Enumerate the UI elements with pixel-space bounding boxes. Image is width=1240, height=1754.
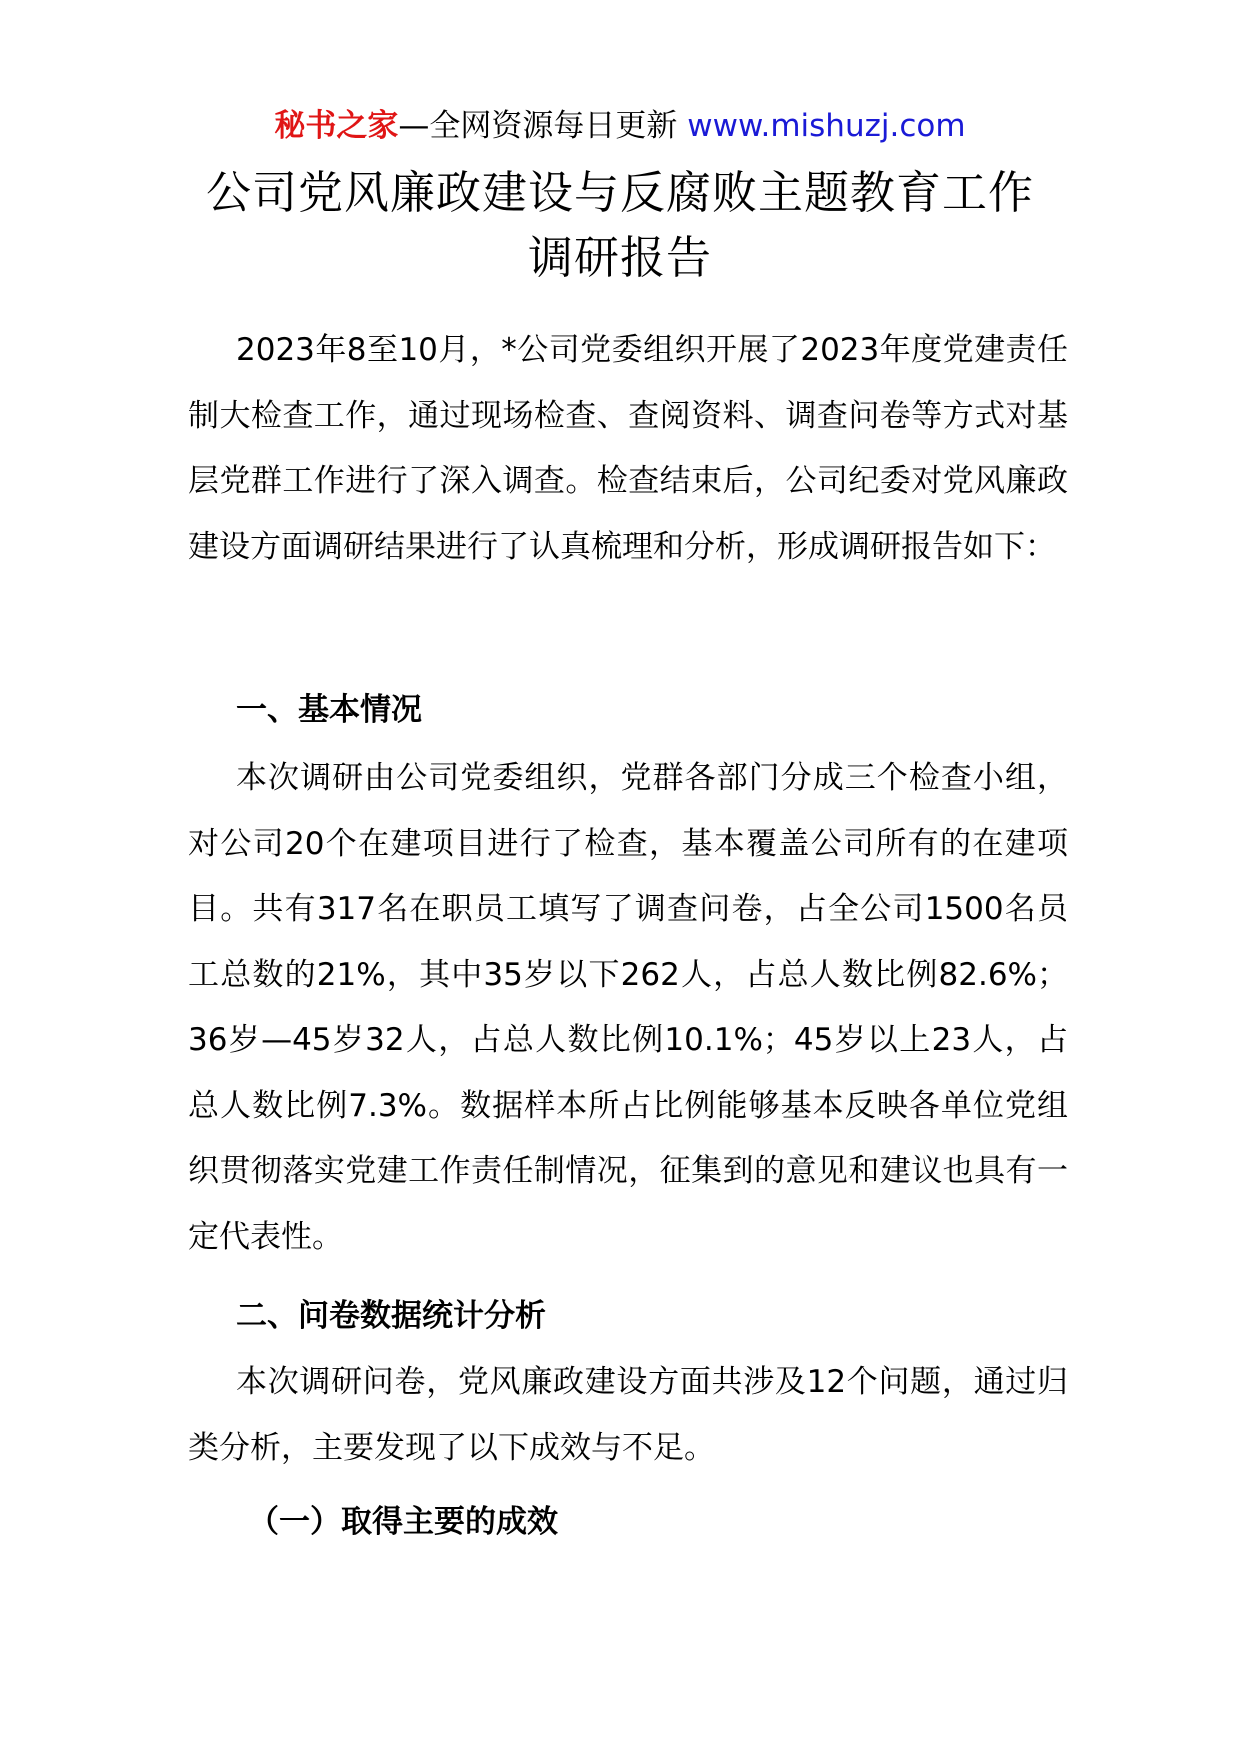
title-line-2: 调研报告 (527, 231, 712, 284)
document-title (140, 160, 1100, 290)
site-banner (0, 104, 1240, 148)
subsection-heading-achievements: （一）取得主要的成效 (248, 1504, 558, 1540)
site-url-link[interactable]: www.mishuzj.com (677, 108, 966, 144)
title-line-1: 公司党风廉政建设与反腐败主题教育工作 (205, 166, 1034, 219)
banner-tagline: —全网资源每日更新 (398, 108, 678, 144)
basic-situation-paragraph: 本次调研由公司党委组织，党群各部门分成三个检查小组，对公司20个在建项目进行了检查，基本覆盖公司所有的在建项目。共有317名在职员工填写了调查问卷，占全公司1500名员工总数的21%，其中35岁以下262人，占总人数比例82.6%；36岁—45岁32人，占总人数比例10.1%；45岁以上23人，占总人数比例7.3%。数据样本所占比例能够基本反映各单位党组织贯彻落实党建工作责任制情况，征集到的意见和建议也具有一定代表性。 (188, 760, 1068, 1255)
brand-name: 秘书之家 (274, 108, 399, 144)
intro-paragraph: 2023年8至10月，*公司党委组织开展了2023年度党建责任制大检查工作，通过现场检查、查阅资料、调查问卷等方式对基层党群工作进行了深入调查。检查结束后，公司纪委对党风廉政建设方面调研结果进行了认真梳理和分析，形成调研报告如下： (188, 332, 1068, 565)
section-heading-basic-situation: 一、基本情况 (236, 692, 422, 728)
section-heading-survey-analysis: 二、问卷数据统计分析 (236, 1298, 546, 1334)
survey-analysis-paragraph: 本次调研问卷，党风廉政建设方面共涉及12个问题，通过归类分析，主要发现了以下成效与不足。 (188, 1364, 1068, 1466)
